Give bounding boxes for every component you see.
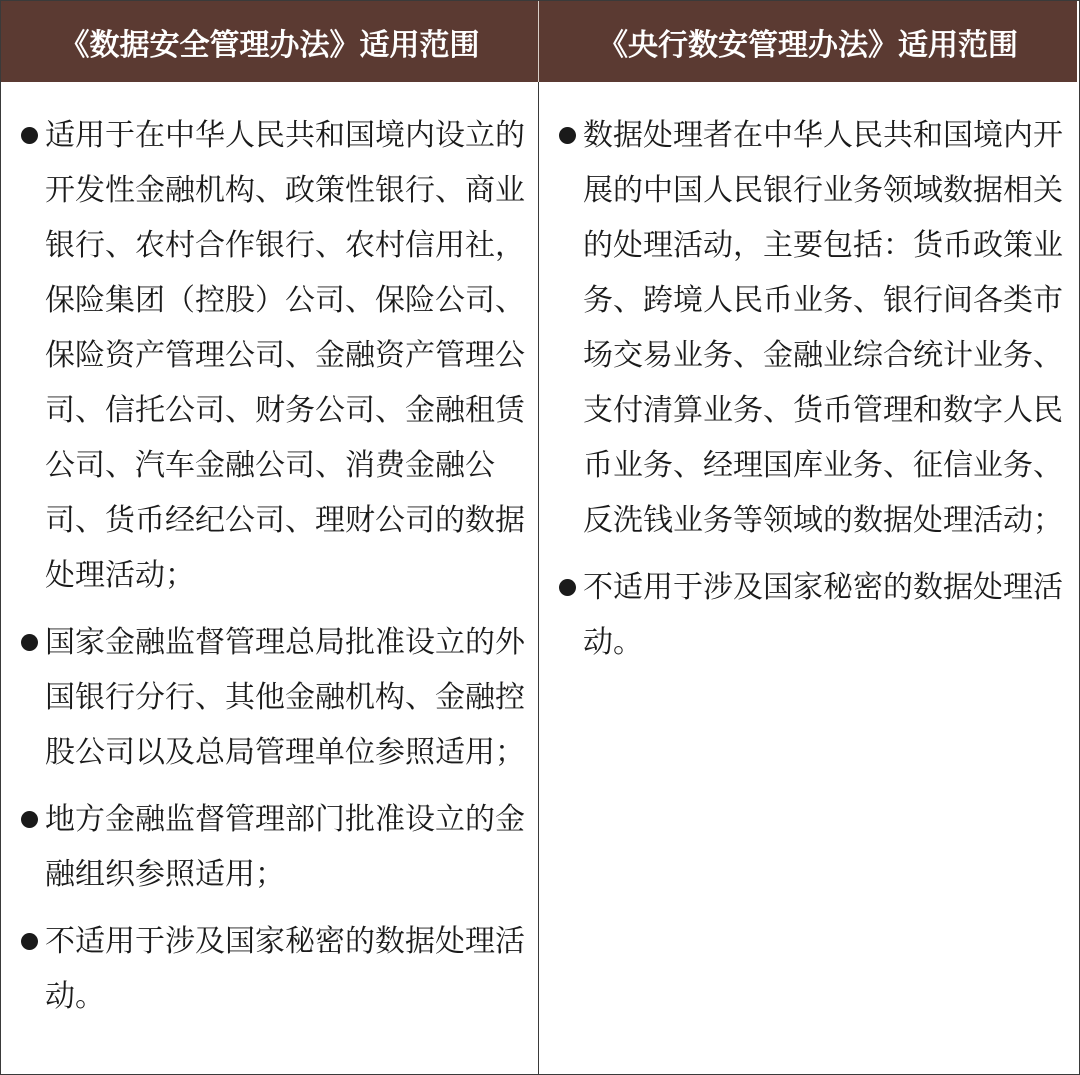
- left-column-cell: [1, 82, 539, 1074]
- right-column-cell: [539, 82, 1077, 1074]
- bullet-icon: [559, 579, 576, 596]
- left-column-header: 《数据安全管理办法》适用范围: [1, 1, 539, 82]
- bullet-icon: [21, 933, 38, 950]
- list-item: [539, 560, 1069, 670]
- list-item: [1, 615, 531, 780]
- list-item-text: 国家金融监督管理总局批准设立的外国银行分行、其他金融机构、金融控股公司以及总局管理单位参照适用；: [45, 625, 525, 770]
- list-item: [539, 108, 1069, 548]
- list-item: [1, 108, 531, 603]
- bullet-icon: [559, 127, 576, 144]
- list-item-text: 不适用于涉及国家秘密的数据处理活动。: [45, 924, 525, 1014]
- bullet-icon: [21, 634, 38, 651]
- right-column-header: 《央行数安管理办法》适用范围: [539, 1, 1077, 82]
- bullet-icon: [21, 811, 38, 828]
- list-item-text: 适用于在中华人民共和国境内设立的开发性金融机构、政策性银行、商业银行、农村合作银行、农村信用社，保险集团（控股）公司、保险公司、保险资产管理公司、金融资产管理公司、信托公司、财务公司、金融租赁公司、汽车金融公司、消费金融公司、货币经纪公司、理财公司的数据处理活动；: [45, 118, 525, 593]
- list-item: [1, 914, 531, 1024]
- list-item: [1, 792, 531, 902]
- list-item-text: 数据处理者在中华人民共和国境内开展的中国人民银行业务领域数据相关的处理活动，主要包括：货币政策业务、跨境人民币业务、银行间各类市场交易业务、金融业综合统计业务、支付清算业务、货币管理和数字人民币业务、经理国库业务、征信业务、反洗钱业务等领域的数据处理活动；: [583, 118, 1063, 538]
- list-item-text: 地方金融监督管理部门批准设立的金融组织参照适用；: [45, 802, 525, 892]
- bullet-icon: [21, 127, 38, 144]
- list-item-text: 不适用于涉及国家秘密的数据处理活动。: [583, 570, 1063, 660]
